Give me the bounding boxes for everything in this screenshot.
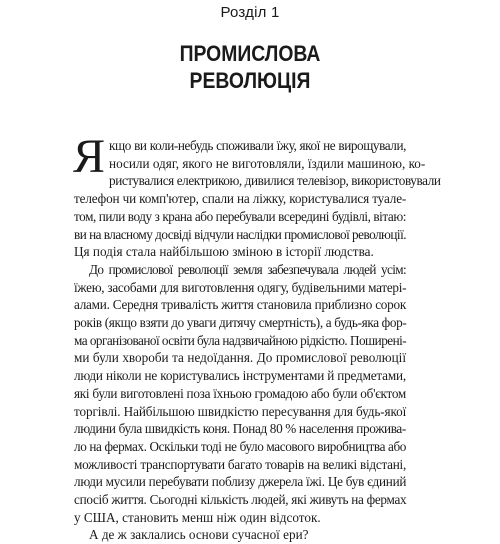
text-line: ви на власному досвіді відчули наслідки промислової революції.	[74, 226, 406, 242]
body-text	[73, 130, 441, 544]
text-line: у США, становить менш ніж один відсоток.	[74, 509, 321, 525]
text-line: носили одяг, якого не виготовляли, їздили машиною, ко-	[109, 155, 426, 171]
chapter-title-line-2: РЕВОЛЮЦІЯ	[189, 68, 311, 93]
text-line: А де ж заклались основи сучасної ери?	[89, 527, 309, 543]
chapter-title-line-1: ПРОМИСЛОВА	[179, 41, 321, 66]
text-line: люди мусили перебувати поблизу джерела їжі. Це був єдиний	[74, 474, 407, 490]
text-line: торгівлі. Найбільшою швидкістю пересування для будь-якої	[74, 403, 407, 419]
text-line: ристувалися електрикою, дивилися телевізор, використовували	[109, 173, 441, 189]
text-line: телефон чи комп'ютер, спали на ліжку, користувалися туале-	[74, 191, 407, 207]
text-line: алами. Середня тривалість життя становила приблизно сорок	[74, 297, 406, 313]
text-line: том, пили воду з крана або перебували всередині будівлі, вітаю:	[74, 208, 406, 224]
paragraph-3	[74, 526, 406, 544]
text-line: Ця подія стала найбільшою зміною в історії людства.	[74, 244, 374, 260]
text-line: ма організованої освіти була надзвичайною рідкістю. Поширені-	[74, 332, 407, 348]
text-line: кщо ви коли-небудь споживали їжу, якої не вирощували,	[109, 138, 406, 153]
text-line: ло на фермах. Оскільки тоді не було масового виробництва або	[74, 438, 406, 454]
chapter-label: Розділ 1	[220, 4, 280, 21]
text-line: людини була швидкість коня. Понад 80 % населення прожива-	[74, 421, 406, 437]
text-line: їжею, засобами для виготовлення одягу, будівельними матері-	[74, 279, 407, 295]
chapter-title	[30, 40, 470, 94]
text-line: років (якщо взяти до уваги дитячу смертність), а будь-яка фор-	[74, 315, 407, 331]
text-line: можливості транспортувати багато товарів на великі відстані,	[74, 456, 406, 472]
paragraph-2	[74, 261, 406, 527]
text-line: люди ніколи не користувались інструментами й предметами,	[74, 368, 406, 384]
text-line: ми були хвороби та недоїдання. До промислової революції	[74, 350, 406, 366]
text-line: До промислової революції земля забезпечувала людей усім:	[89, 261, 406, 277]
text-line: які були виготовлені поза їхньою громадою або були об'єктом	[74, 385, 406, 401]
drop-cap: Я	[73, 130, 106, 183]
text-line: спосіб життя. Сьогодні кількість людей, які живуть на фермах	[74, 492, 407, 508]
paragraph-1	[73, 130, 441, 261]
